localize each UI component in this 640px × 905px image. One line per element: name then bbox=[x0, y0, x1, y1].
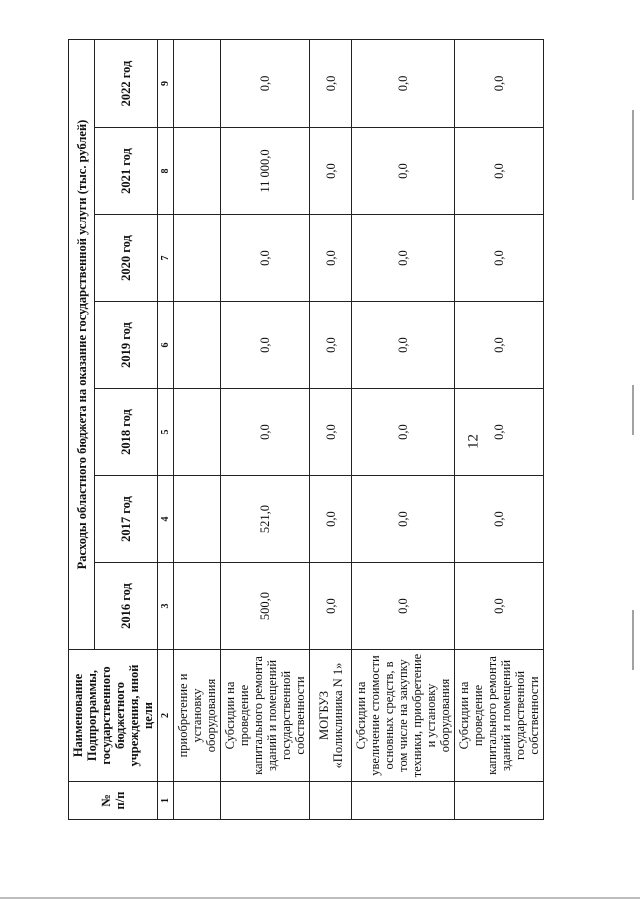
row-value: 0,0 bbox=[455, 389, 544, 476]
row-num bbox=[455, 782, 544, 820]
column-number: 4 bbox=[158, 476, 174, 563]
header-year-2018: 2018 год bbox=[95, 389, 158, 476]
row-value: 500,0 bbox=[221, 563, 310, 650]
column-number: 8 bbox=[158, 128, 174, 215]
row-value: 0,0 bbox=[310, 389, 352, 476]
header-year-2017: 2017 год bbox=[95, 476, 158, 563]
table-row bbox=[221, 39, 310, 819]
row-value: 0,0 bbox=[221, 39, 310, 127]
row-value: 0,0 bbox=[310, 215, 352, 302]
row-value: 0,0 bbox=[352, 39, 455, 127]
row-value bbox=[174, 563, 221, 650]
row-value: 0,0 bbox=[455, 215, 544, 302]
header-year-2021: 2021 год bbox=[95, 128, 158, 215]
row-value: 0,0 bbox=[352, 215, 455, 302]
header-expenses-title: Расходы областного бюджета на оказание государственной услуги (тыс. рублей) bbox=[69, 39, 95, 649]
row-value bbox=[174, 476, 221, 563]
expenses-table bbox=[68, 39, 544, 820]
row-value: 0,0 bbox=[455, 302, 544, 389]
column-number: 9 bbox=[158, 39, 174, 127]
scan-artifact bbox=[632, 385, 634, 435]
rotated-table-wrapper bbox=[68, 40, 541, 820]
header-name: Наименование Подпрограммы, государственного бюджетного учреждения, иной цели bbox=[69, 650, 158, 782]
header-year-2016: 2016 год bbox=[95, 563, 158, 650]
scan-artifact bbox=[0, 897, 640, 899]
column-number: 7 bbox=[158, 215, 174, 302]
row-value: 0,0 bbox=[352, 563, 455, 650]
column-numbers-row bbox=[158, 39, 174, 819]
column-number: 6 bbox=[158, 302, 174, 389]
scan-artifact bbox=[632, 610, 634, 670]
row-value: 0,0 bbox=[455, 563, 544, 650]
row-value: 0,0 bbox=[221, 215, 310, 302]
row-value: 0,0 bbox=[455, 39, 544, 127]
row-value: 0,0 bbox=[455, 476, 544, 563]
row-num bbox=[221, 782, 310, 820]
row-name: Субсидии на проведение капитального ремонта зданий и помещений государственной собственности bbox=[455, 650, 544, 782]
row-value: 0,0 bbox=[352, 128, 455, 215]
column-number: 5 bbox=[158, 389, 174, 476]
header-year-2022: 2022 год bbox=[95, 39, 158, 127]
column-number: 3 bbox=[158, 563, 174, 650]
row-num bbox=[352, 782, 455, 820]
row-value: 521,0 bbox=[221, 476, 310, 563]
column-number: 1 bbox=[158, 782, 174, 820]
row-value: 0,0 bbox=[310, 39, 352, 127]
row-value: 0,0 bbox=[310, 476, 352, 563]
table-canvas bbox=[68, 40, 541, 820]
row-value: 0,0 bbox=[310, 563, 352, 650]
row-value: 0,0 bbox=[310, 302, 352, 389]
header-num: № п/п bbox=[69, 782, 158, 820]
page-number: 12 bbox=[465, 434, 482, 449]
row-value bbox=[174, 302, 221, 389]
row-value: 11 000,0 bbox=[221, 128, 310, 215]
header-year-2019: 2019 год bbox=[95, 302, 158, 389]
scan-artifact bbox=[632, 110, 634, 200]
row-value bbox=[174, 128, 221, 215]
row-num bbox=[174, 782, 221, 820]
row-value bbox=[174, 215, 221, 302]
row-value: 0,0 bbox=[310, 128, 352, 215]
row-name: Субсидии на увеличение стоимости основных средств, в том числе на закупку техники, приобретение и установку оборудования bbox=[352, 650, 455, 782]
row-value: 0,0 bbox=[221, 302, 310, 389]
table-row bbox=[455, 39, 544, 819]
row-value bbox=[174, 389, 221, 476]
row-name: приобретение и установку оборудования bbox=[174, 650, 221, 782]
column-number: 2 bbox=[158, 650, 174, 782]
row-value: 0,0 bbox=[352, 389, 455, 476]
row-value: 0,0 bbox=[221, 389, 310, 476]
header-row-top bbox=[69, 39, 95, 819]
header-year-2020: 2020 год bbox=[95, 215, 158, 302]
row-value: 0,0 bbox=[352, 302, 455, 389]
table-row bbox=[352, 39, 455, 819]
row-value: 0,0 bbox=[455, 128, 544, 215]
table-row bbox=[174, 39, 221, 819]
row-num bbox=[310, 782, 352, 820]
row-value: 0,0 bbox=[352, 476, 455, 563]
table-row bbox=[310, 39, 352, 819]
row-name: МОГБУЗ «Поликлиника N 1» bbox=[310, 650, 352, 782]
row-name: Субсидии на проведение капитального ремонта зданий и помещений государственной собственности bbox=[221, 650, 310, 782]
row-value bbox=[174, 39, 221, 127]
